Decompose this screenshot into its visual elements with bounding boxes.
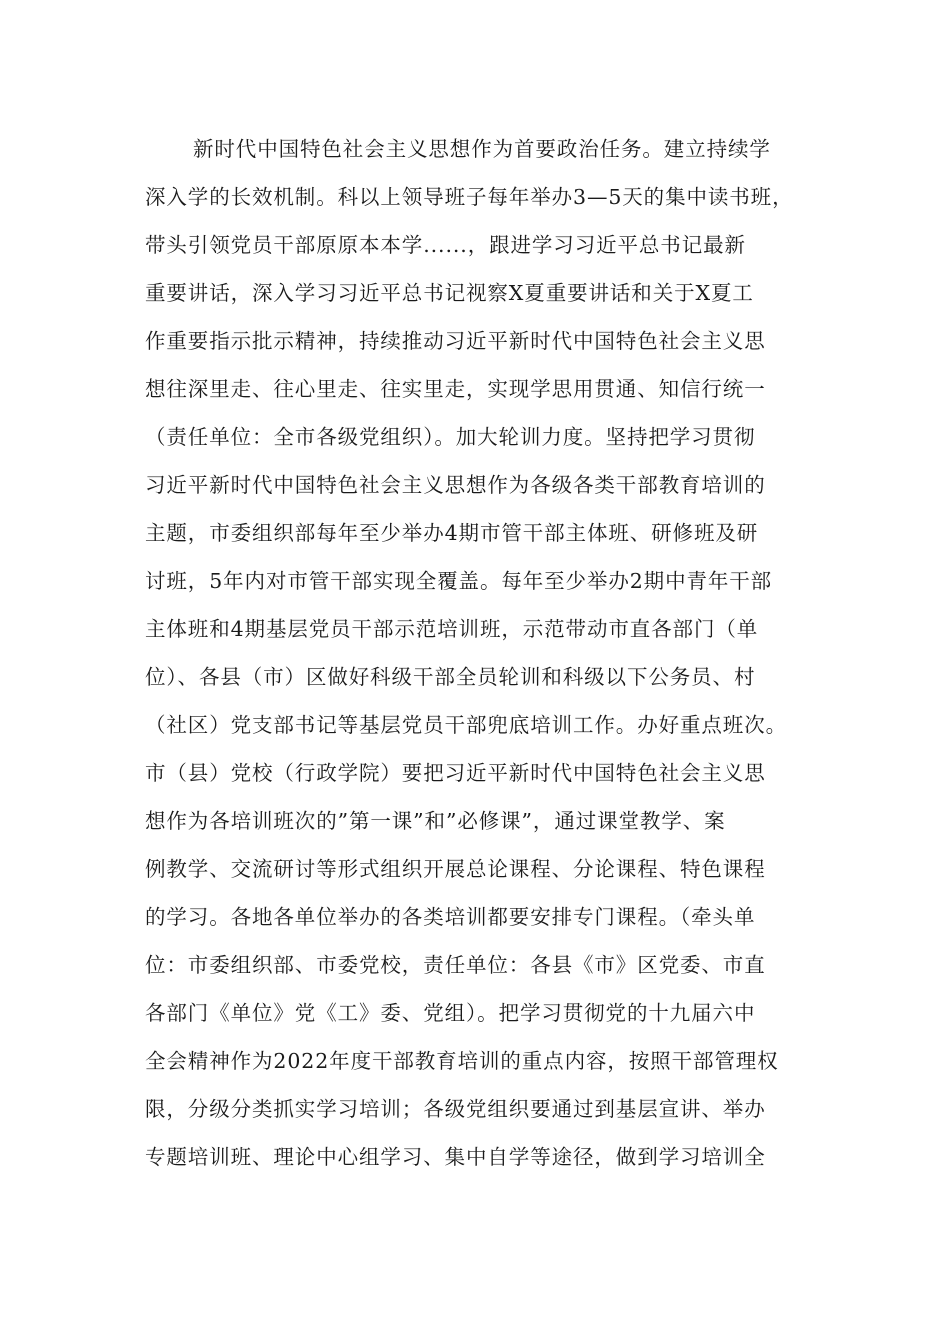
text-line-3: 带头引领党员干部原原本本学......，跟进学习习近平总书记最新	[145, 233, 746, 257]
text-line-19: 各部门《单位》党《工》委、党组）。把学习贯彻党的十九届六中	[145, 1001, 756, 1025]
text-line-16: 例教学、交流研讨等形式组织开展总论课程、分论课程、特色课程	[145, 857, 766, 881]
text-line-6: 想往深里走、往心里走、往实里走，实现学思用贯通、知信行统一	[145, 377, 766, 401]
text-line-10: 讨班，5年内对市管干部实现全覆盖。每年至少举办2期中青年干部	[145, 569, 773, 593]
text-line-18: 位：市委组织部、市委党校，责任单位：各县《市》区党委、市直	[145, 953, 766, 977]
text-line-4: 重要讲话，深入学习习近平总书记视察X夏重要讲话和关于X夏工	[145, 281, 754, 305]
text-line-20: 全会精神作为2022年度干部教育培训的重点内容，按照干部管理权	[145, 1049, 779, 1073]
text-line-13: （社区）党支部书记等基层党员干部兜底培训工作。办好重点班次。	[145, 713, 787, 737]
text-line-22: 专题培训班、理论中心组学习、集中自学等途径，做到学习培训全	[145, 1145, 766, 1169]
text-line-17: 的学习。各地各单位举办的各类培训都要安排专门课程。（牵头单	[145, 905, 756, 929]
text-line-5: 作重要指示批示精神，持续推动习近平新时代中国特色社会主义思	[145, 329, 766, 353]
text-line-9: 主题，市委组织部每年至少举办4期市管干部主体班、研修班及研	[145, 521, 759, 545]
text-line-12: 位）、各县（市）区做好科级干部全员轮训和科级以下公务员、村	[145, 665, 756, 689]
text-line-1: 新时代中国特色社会主义思想作为首要政治任务。建立持续学	[193, 137, 771, 161]
text-line-21: 限，分级分类抓实学习培训；各级党组织要通过到基层宣讲、举办	[145, 1097, 766, 1121]
text-line-14: 市（县）党校（行政学院）要把习近平新时代中国特色社会主义思	[145, 761, 766, 785]
text-line-11: 主体班和4期基层党员干部示范培训班，示范带动市直各部门（单	[145, 617, 759, 641]
text-line-8: 习近平新时代中国特色社会主义思想作为各级各类干部教育培训的	[145, 473, 766, 497]
text-line-7: （责任单位：全市各级党组织）。加大轮训力度。坚持把学习贯彻	[145, 425, 756, 449]
text-line-2: 深入学的长效机制。科以上领导班子每年举办3—5天的集中读书班，	[145, 185, 794, 209]
text-line-15: 想作为各培训班次的”第一课”和”必修课”，通过课堂教学、案	[145, 809, 726, 833]
